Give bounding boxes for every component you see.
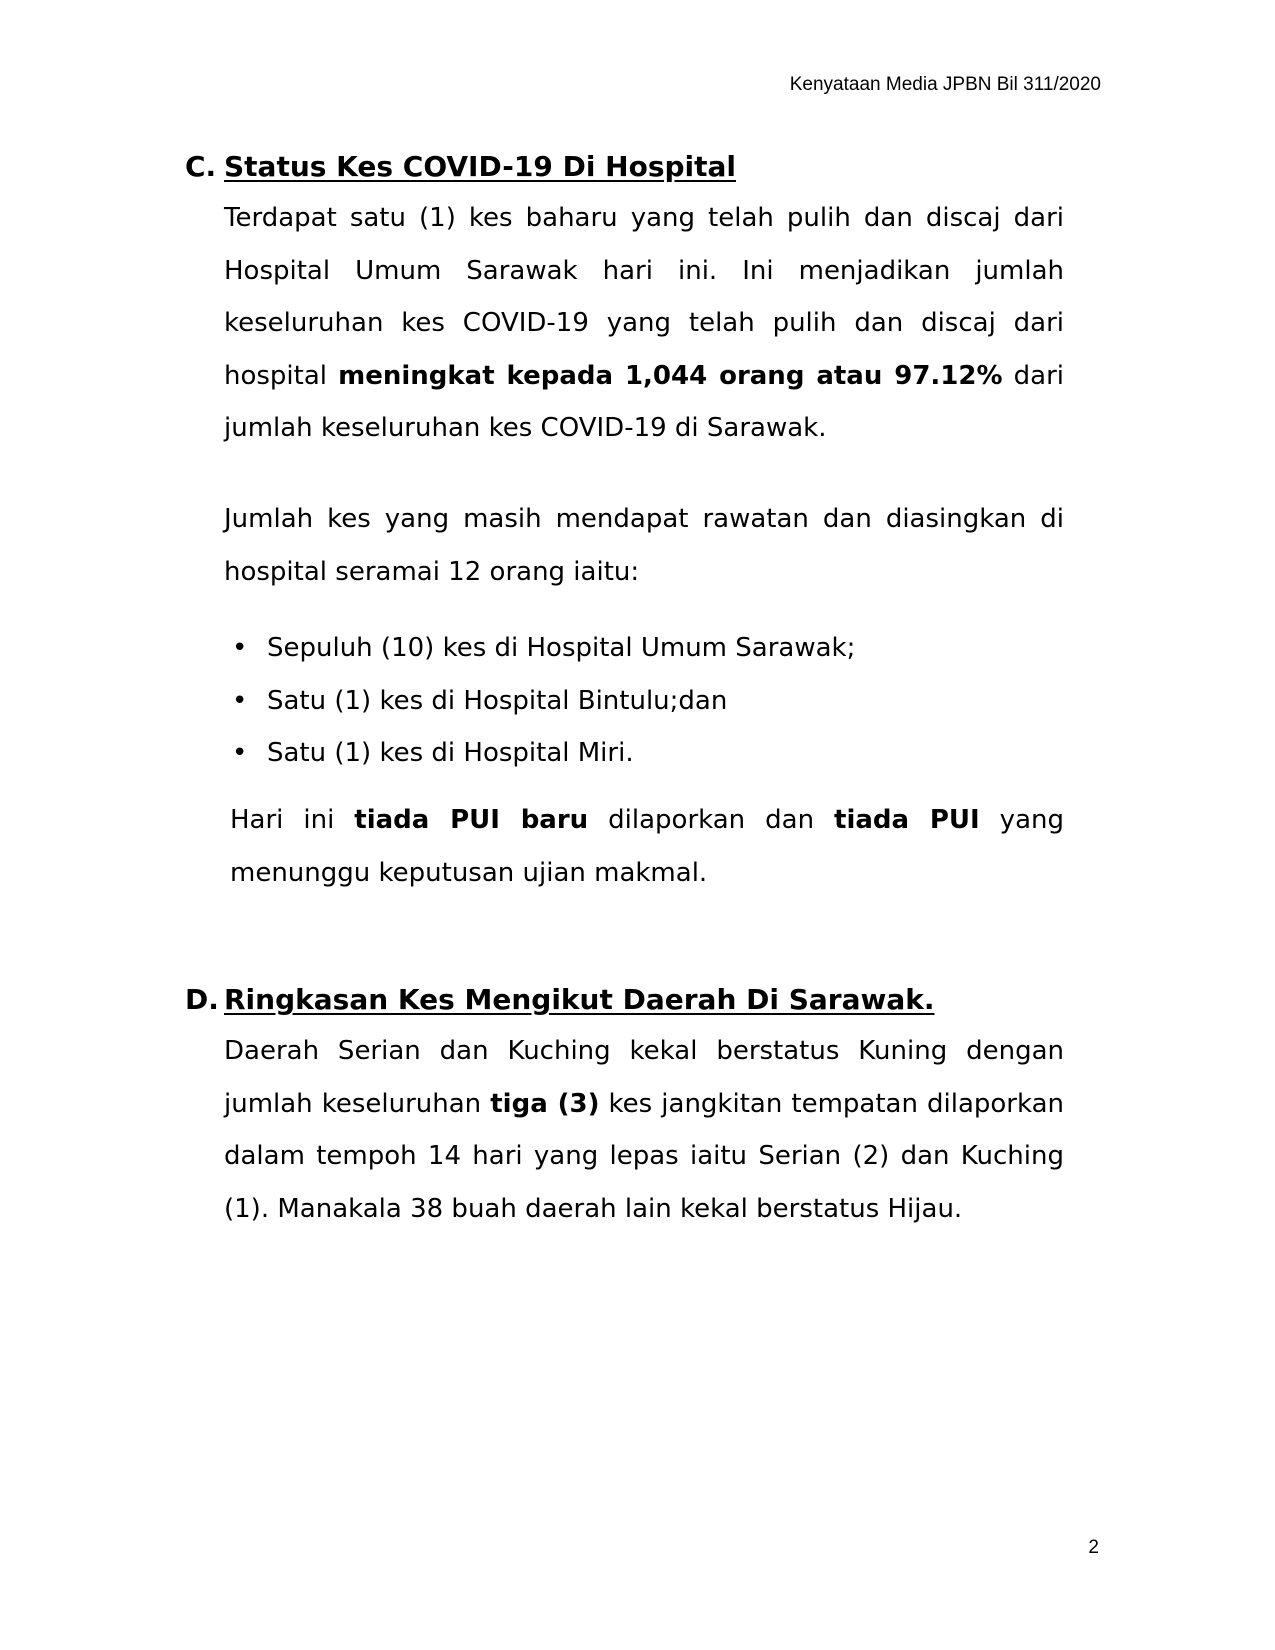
page-number: 2 [1088,1537,1099,1558]
section-c-p3-text-b: dilaporkan dan [588,805,835,835]
list-item [224,622,1064,675]
section-c-p1-bold-a: meningkat kepada 1,044 orang atau 97.12% [338,360,1003,391]
section-d-p1-text-a: Daerah Serian dan Kuching kekal berstatus Kuning dengan jumlah keseluruhan [224,1036,1064,1119]
section-d-p1-text-b: kes jangkitan tempatan dilaporkan dalam tempoh 14 hari yang lepas iaitu Serian (2) dan Kuching (1). Manakala 38 buah daerah lain kekal berstatus Hijau. [224,1088,1065,1224]
bullet-icon: • [232,633,248,663]
bullet-icon: • [232,738,248,768]
section-c-title: Status Kes COVID-19 Di Hospital [224,150,737,183]
section-c-p1-text-b: dari jumlah keseluruhan kes COVID-19 di Sarawak. [224,360,1064,443]
section-d-p1-bold-a: tiga (3) [490,1088,600,1119]
header-reference: Kenyataan Media JPBN Bil 311/2020 [789,74,1101,95]
section-d-letter: D. [185,983,219,1016]
bullet-text: Sepuluh (10) kes di Hospital Umum Sarawak; [267,633,856,663]
section-c-letter: C. [185,150,217,183]
section-d-paragraph-1 [224,1025,1064,1235]
section-d-heading [185,983,935,1017]
section-c-paragraph-3 [230,794,1064,899]
section-c-p3-bold-b: tiada PUI [834,805,980,835]
list-item [224,727,1064,780]
bullet-text: Satu (1) kes di Hospital Bintulu;dan [267,685,728,716]
section-c-paragraph-1 [224,192,1064,455]
section-d-title: Ringkasan Kes Mengikut Daerah Di Sarawak. [224,983,935,1016]
section-c-paragraph-2: Jumlah kes yang masih mendapat rawatan dan diasingkan di hospital seramai 12 orang iaitu: [224,504,1064,587]
section-c-p3-text-c: yang menunggu keputusan ujian makmal. [230,805,1064,888]
list-item [224,675,1064,728]
section-c-heading [185,150,736,184]
bullet-text: Satu (1) kes di Hospital Miri. [267,738,634,768]
hospital-bullet-list [224,622,1064,780]
bullet-icon: • [232,685,248,716]
section-c-p3-bold-a: tiada PUI baru [354,805,589,835]
section-c-p1-text-a: Terdapat satu (1) kes baharu yang telah pulih dan discaj dari Hospital Umum Sarawak hari ini. Ini menjadikan jumlah keseluruhan kes COVID-19 yang telah pulih dan discaj dari hospital [224,203,1064,391]
section-c-p3-text-a: Hari ini [230,805,355,835]
